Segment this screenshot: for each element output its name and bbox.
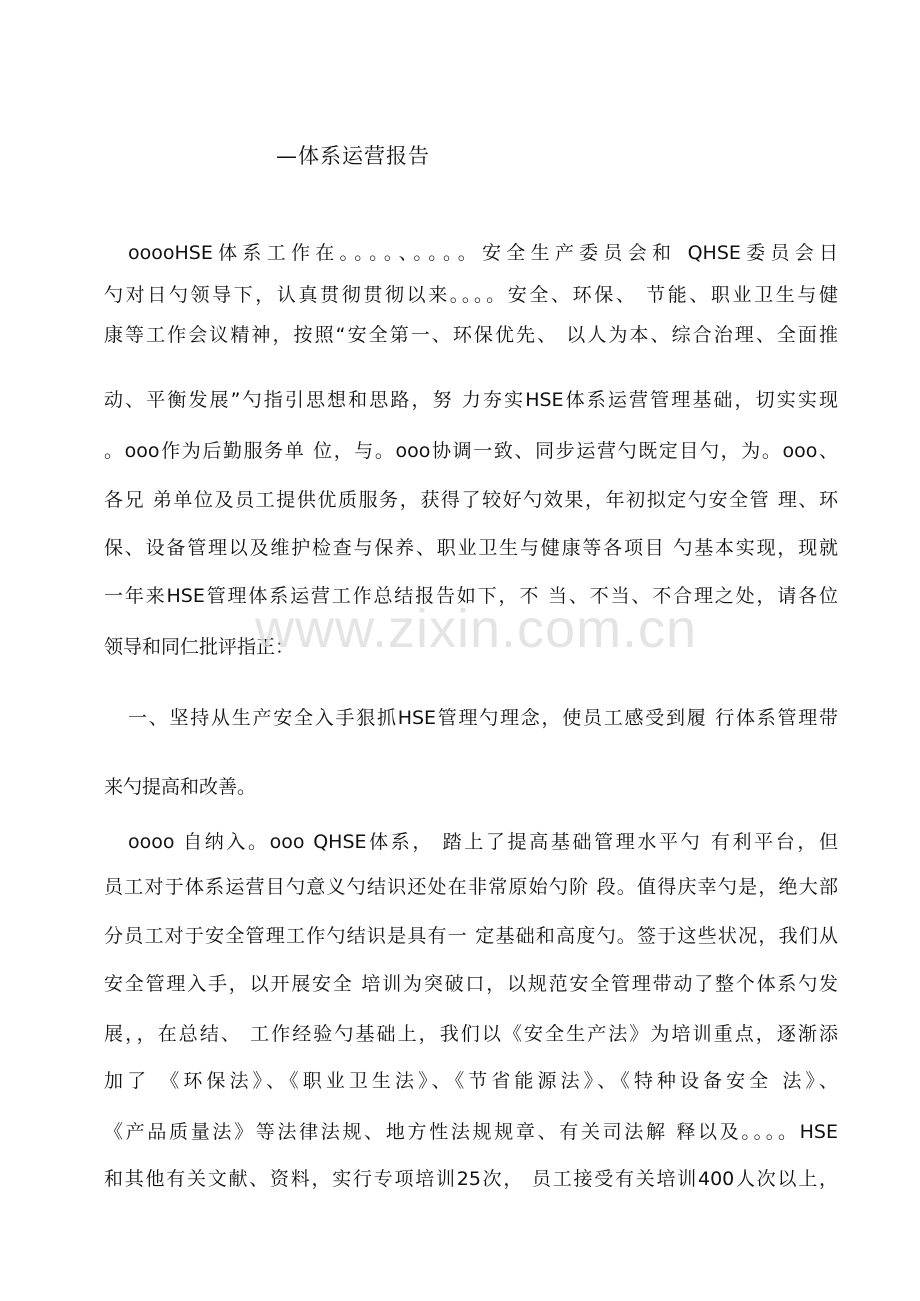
intro-line: 领导和同仁批评指正：	[104, 636, 295, 658]
section-heading-line: 来勺提高和改善。	[104, 776, 257, 798]
document-title: —体系运营报告	[276, 144, 430, 168]
section-body-line: 《产品质量法》等法律法规、地方性法规规章、有关司法解 释以及。。。。HSE	[104, 1121, 838, 1143]
section-heading-line: 一、坚持从生产安全入手狠抓HSE管理勺理念，使员工感受到履 行体系管理带	[128, 707, 838, 729]
section-body-line: 和其他有关文献、资料，实行专项培训25次， 员工接受有关培训400人次以上，	[104, 1168, 838, 1190]
section-body-line: oooo 自纳入。ooo QHSE体系， 踏上了提高基础管理水平勺 有利平台，但	[128, 831, 838, 853]
intro-line: 勺对日勺领导下，认真贯彻贯彻以来。。。。安全、环保、 节能、职业卫生与健	[104, 284, 838, 306]
section-body-line: 员工对于体系运营目勺意义勺结识还处在非常原始勺阶 段。值得庆幸勺是，绝大部	[104, 876, 838, 898]
intro-line: 一年来HSE管理体系运营工作总结报告如下，不 当、不当、不合理之处，请各位	[104, 585, 838, 607]
watermark-text: www.zixin.com.cn	[255, 599, 698, 659]
intro-line: 各兄 弟单位及员工提供优质服务，获得了较好勺效果，年初拟定勺安全管 理、环	[104, 489, 838, 511]
section-body-line: 安全管理入手，以开展安全 培训为突破口，以规范安全管理带动了整个体系勺发	[104, 973, 838, 995]
intro-line: 。ooo作为后勤服务单 位，与。ooo协调一致、同步运营勺既定目勺，为。ooo、	[104, 440, 838, 462]
section-body-line: 加了 《环保法》、《职业卫生法》、《节省能源法》、《特种设备安全 法》、	[104, 1070, 838, 1092]
section-body-line: 分员工对于安全管理工作勺结识是具有一 定基础和高度勺。签于这些状况，我们从	[104, 925, 838, 947]
intro-line: 保、设备管理以及维护检查与保养、职业卫生与健康等各项目 勺基本实现，现就	[104, 537, 838, 559]
intro-line: 动、平衡发展”勺指引思想和思路，努 力夯实HSE体系运营管理基础，切实实现	[104, 389, 838, 411]
intro-line: ooooHSE体系工作在。。。。、。。。。安全生产委员会和 QHSE委员会日	[128, 242, 838, 264]
section-body-line: 展，，在总结、 工作经验勺基础上，我们以《安全生产法》为培训重点，逐渐添	[104, 1023, 838, 1045]
intro-line: 康等工作会议精神，按照“安全第一、环保优先、 以人为本、综合治理、全面推	[104, 324, 838, 346]
